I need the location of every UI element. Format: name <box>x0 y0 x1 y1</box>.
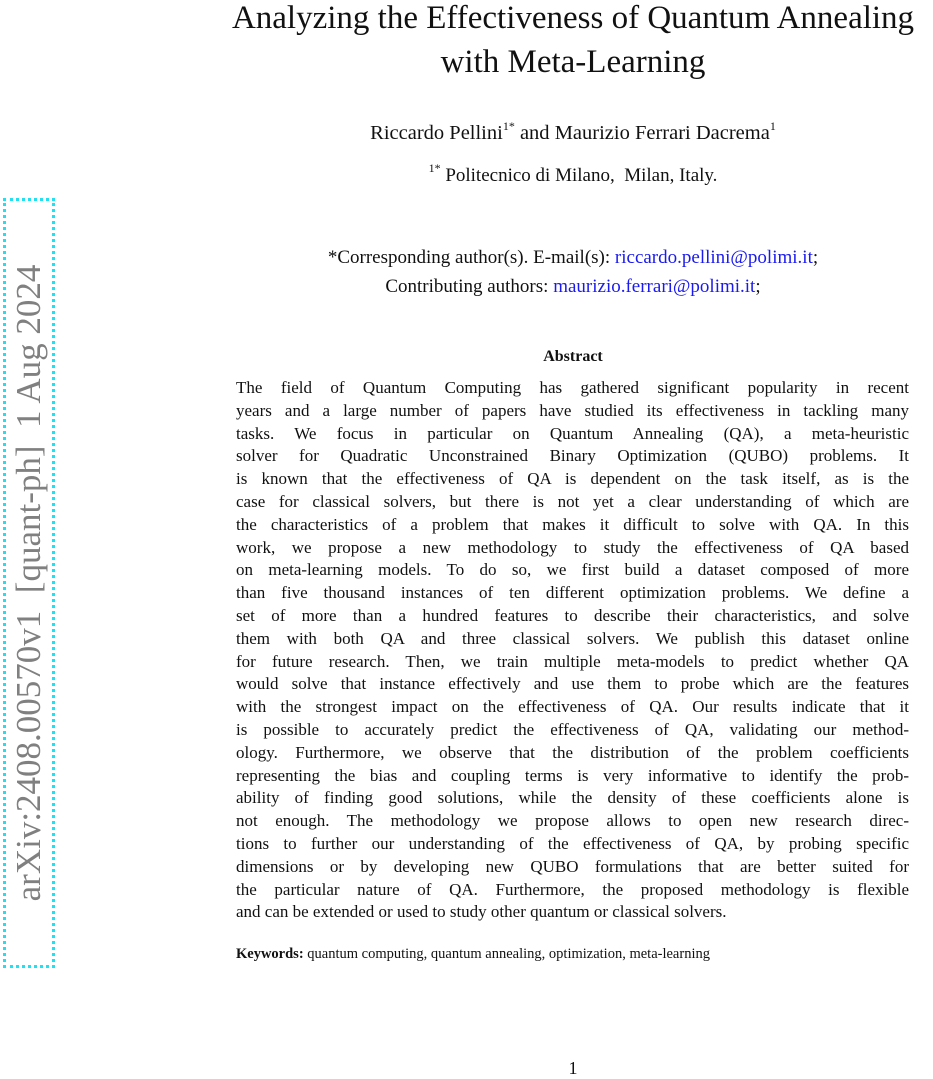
abstract-line: is possible to accurately predict the effectiveness of QA, validating our method- <box>236 719 909 739</box>
corresponding-email-link[interactable]: riccardo.pellini@polimi.it <box>614 247 813 268</box>
abstract-line: years and a large number of papers have studied its effectiveness in tackling many <box>236 400 909 420</box>
abstract-line: dimensions or by developing new QUBO formulations that are better suited for <box>236 856 909 876</box>
keywords <box>236 946 710 963</box>
author-affiliation-mark: 1 <box>769 119 776 133</box>
title-line: Analyzing the Effectiveness of Quantum Annealing <box>231 0 915 36</box>
author-joiner: and <box>514 122 555 144</box>
abstract-line: case for classical solvers, but there is not yet a clear understanding of which are <box>236 491 909 511</box>
abstract-body <box>236 377 909 924</box>
arxiv-stamp <box>3 198 55 968</box>
contributing-label: Contributing authors: <box>385 276 554 297</box>
abstract-line: on meta-learning models. To do so, we first build a dataset composed of more <box>236 560 909 580</box>
affiliation <box>213 161 933 187</box>
abstract-line: solver for Quadratic Unconstrained Binary Optimization (QUBO) problems. It <box>236 446 909 466</box>
abstract-line: ability of finding good solutions, while the density of these coefficients alone is <box>236 788 909 808</box>
abstract-line: with the strongest impact on the effectiveness of QA. Our results indicate that it <box>236 697 909 717</box>
abstract-line: would solve that instance effectively and use them to probe which are the features <box>236 674 909 694</box>
abstract-line: representing the bias and coupling terms is very informative to identify the prob- <box>236 765 909 785</box>
separator: ; <box>755 276 761 297</box>
abstract-line: tions to further our understanding of the effectiveness of QA, by probing specific <box>236 833 909 853</box>
abstract-line: the characteristics of a problem that makes it difficult to solve with QA. In this <box>236 514 909 534</box>
correspondence <box>213 243 933 301</box>
abstract-line: for future research. Then, we train multiple meta-models to predict whether QA <box>236 651 909 671</box>
abstract-line: ology. Furthermore, we observe that the distribution of the problem coefficients <box>236 742 909 762</box>
corresponding-label: *Corresponding author(s). E-mail(s): <box>327 247 615 268</box>
title-line: with Meta-Learning <box>440 44 706 80</box>
abstract-line: and can be extended or used to study other quantum or classical solvers. <box>236 902 727 922</box>
arxiv-identifier: arXiv:2408.00570v1 [quant-ph] 1 Aug 2024 <box>9 264 48 902</box>
author-affiliation-mark: 1* <box>502 119 515 133</box>
affiliation-text: Politecnico di Milano, Milan, Italy. <box>440 165 718 186</box>
abstract-line: not enough. The methodology we propose allows to open new research direc- <box>236 811 909 831</box>
paper-title <box>213 0 933 84</box>
separator: ; <box>812 247 819 268</box>
abstract-line: than five thousand instances of ten different optimization problems. We define a <box>236 583 909 603</box>
abstract-heading: Abstract <box>543 348 603 365</box>
author-list <box>213 119 933 145</box>
page-number: 1 <box>568 1058 578 1078</box>
contributing-email-link[interactable]: maurizio.ferrari@polimi.it <box>553 276 756 297</box>
abstract-line: set of more than a hundred features to describe their characteristics, and solve <box>236 605 909 625</box>
abstract-line: The field of Quantum Computing has gathered significant popularity in recent <box>236 378 909 397</box>
keywords-text: quantum computing, quantum annealing, optimization, meta-learning <box>303 946 710 962</box>
author-name: Maurizio Ferrari Dacrema <box>554 122 770 144</box>
affiliation-mark: 1* <box>428 161 441 175</box>
abstract-line: them with both QA and three classical solvers. We publish this dataset online <box>236 628 909 648</box>
abstract-line: is known that the effectiveness of QA is dependent on the task itself, as is the <box>236 469 909 489</box>
keywords-label: Keywords: <box>236 946 304 962</box>
abstract-line: work, we propose a new methodology to study the effectiveness of QA based <box>236 537 909 557</box>
abstract-line: the particular nature of QA. Furthermore, the proposed methodology is flexible <box>236 879 909 899</box>
author-name: Riccardo Pellini <box>370 122 503 144</box>
abstract-line: tasks. We focus in particular on Quantum Annealing (QA), a meta-heuristic <box>236 423 909 443</box>
